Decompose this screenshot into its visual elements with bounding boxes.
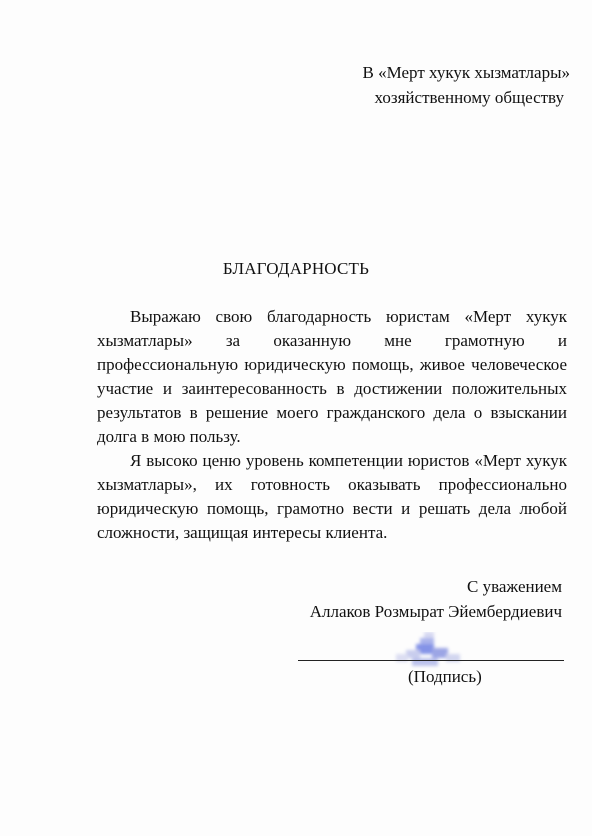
closing-block bbox=[242, 574, 562, 624]
closing-regards: С уважением bbox=[466, 577, 562, 596]
signer-name: Аллаков Розмырат Эйембердиевич bbox=[309, 602, 562, 621]
document-title: БЛАГОДАРНОСТЬ bbox=[222, 259, 370, 278]
letter-body bbox=[97, 305, 567, 545]
addressee-block bbox=[270, 60, 570, 110]
addressee-line-1: В «Мерт хукук хызматлары» bbox=[362, 63, 570, 82]
addressee-line-2: хозяйственному обществу bbox=[374, 88, 564, 107]
signature-line bbox=[298, 660, 564, 661]
body-paragraph-2: Я высоко ценю уровень компетенции юристов «Мерт хукук хызматлары», их готовность оказывать профессионально юридическую помощь, грамотно вести и решать дела любой сложности, защищая интересы клиента. bbox=[97, 451, 567, 542]
signature-mark-icon bbox=[376, 632, 466, 670]
signature-caption: (Подпись) bbox=[408, 667, 482, 686]
body-paragraph-1: Выражаю свою благодарность юристам «Мерт хукук хызматлары» за оказанную мне грамотную и профессиональную юридическую помощь, живое человеческое участие и заинтересованность в достижении положительных результатов в решение моего гражданского дела о взыскании долга в мою пользу. bbox=[97, 307, 567, 446]
